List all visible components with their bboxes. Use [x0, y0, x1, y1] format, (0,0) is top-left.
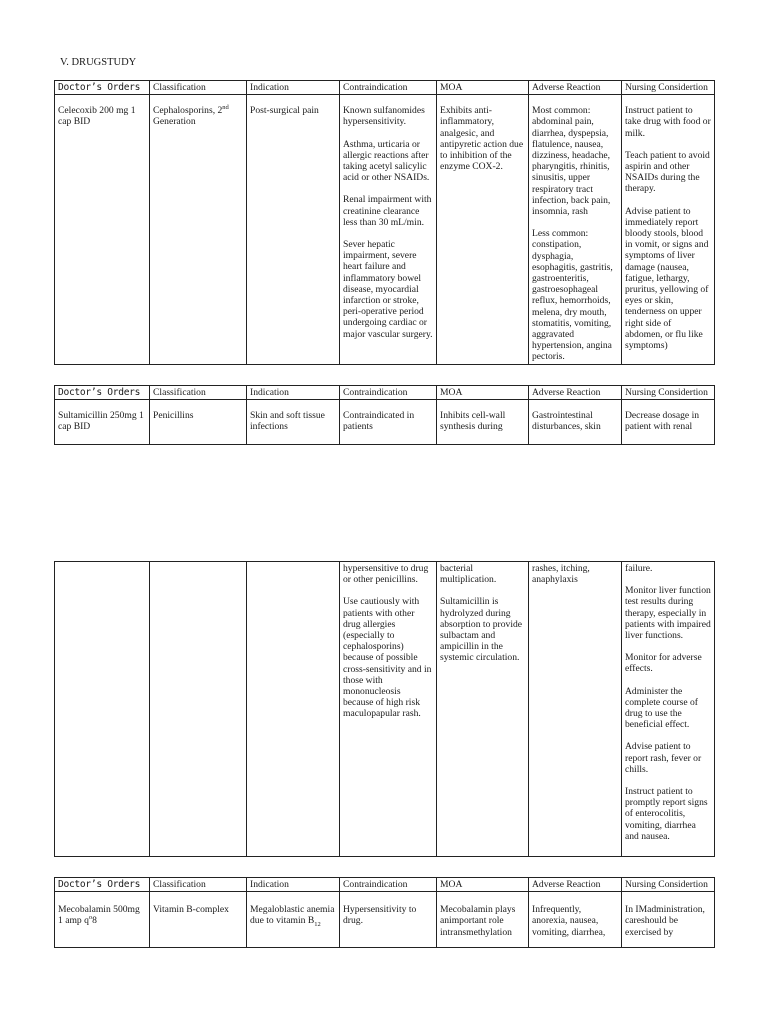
paragraph: Sultamicillin is hydrolyzed during absorption to provide sulbactam and ampicillin in the systemic circulation. [440, 596, 523, 664]
cell-adverse-reaction: Gastrointestinal disturbances, skin [529, 400, 622, 445]
header-nursing-consideration: Nursing Considertion [622, 386, 715, 400]
table-row [55, 562, 715, 857]
cell-classification: Penicillins [150, 400, 247, 445]
cell-contraindication [340, 562, 437, 857]
cell-orders [55, 892, 150, 948]
header-doctors-orders: Doctor’s Orders [55, 386, 150, 400]
orders-text: Mecobalamin 500mg 1 amp q [58, 904, 140, 927]
cell-nursing-consideration: Decrease dosage in patient with renal [622, 400, 715, 445]
header-classification: Classification [150, 878, 247, 892]
paragraph: Most common: abdominal pain, diarrhea, dyspepsia, flatulence, nausea, dizziness, headache, pharyngitis, rhinitis, sinusitis, upper respiratory tract infection, back pain, insomnia, rash [532, 105, 611, 218]
cell-moa: Inhibits cell-wall synthesis during [437, 400, 529, 445]
classification-text-2: Generation [153, 116, 196, 128]
paragraph: Asthma, urticaria or allergic reactions after taking acetyl salicylic acid or other NSAIDs. [343, 138, 430, 184]
paragraph: Renal impairment with creatinine clearance less than 30 mL/min. [343, 194, 432, 228]
header-classification: Classification [150, 386, 247, 400]
cell-contraindication: Contraindicated in patients [340, 400, 437, 445]
paragraph: Administer the complete course of drug to use the beneficial effect. [625, 685, 698, 731]
cell-contraindication: Hypersensitivity to drug. [340, 892, 437, 948]
header-indication: Indication [247, 386, 340, 400]
drug-table-sultamicillin [54, 385, 715, 445]
cell-moa [437, 562, 529, 857]
cell-nursing-consideration [622, 562, 715, 857]
paragraph: failure. [625, 563, 653, 574]
table-row [55, 892, 715, 948]
paragraph: hypersensitive to drug or other penicillins. [343, 563, 429, 586]
drug-table-celecoxib [54, 80, 715, 365]
cell-moa: Exhibits anti-inflammatory, analgesic, and antipyretic action due to inhibition of the enzyme COX-2. [437, 95, 529, 364]
orders-text-2: 8 [92, 915, 97, 927]
header-contraindication: Contraindication [340, 81, 437, 95]
header-adverse-reaction: Adverse Reaction [529, 386, 622, 400]
header-nursing-consideration: Nursing Considertion [622, 81, 715, 95]
cell-adverse-reaction: Infrequently, anorexia, nausea, vomiting, diarrhea, [529, 892, 622, 948]
paragraph: Use cautiously with patients with other drug allergies (especially to cephalosporins) because of possible cross-sensitivity and in those with mononucleosis because of high risk maculopapular rash. [343, 596, 432, 720]
header-adverse-reaction: Adverse Reaction [529, 878, 622, 892]
header-classification: Classification [150, 81, 247, 95]
cell-orders: Sultamicillin 250mg 1 cap BID [55, 400, 150, 445]
cell-indication: Skin and soft tissue infections [247, 400, 340, 445]
paragraph: Monitor liver function test results during therapy, especially in patients with impaired liver functions. [625, 585, 711, 642]
drug-table-mecobalamin [54, 877, 715, 948]
cell-nursing-consideration: In IMadministration, careshould be exercised by [622, 892, 715, 948]
cell-contraindication [340, 95, 437, 364]
drug-table-sultamicillin-continued [54, 561, 715, 857]
table-row [55, 400, 715, 445]
paragraph: Instruct patient to take drug with food or milk. [625, 105, 711, 139]
paragraph: Teach patient to avoid aspirin and other NSAIDs during the therapy. [625, 149, 710, 195]
cell-orders-empty [55, 562, 150, 857]
cell-moa: Mecobalamin plays animportant role intransmethylation [437, 892, 529, 948]
orders-superscript: o [88, 914, 93, 922]
header-indication: Indication [247, 81, 340, 95]
cell-classification: Vitamin B-complex [150, 892, 247, 948]
header-moa: MOA [437, 81, 529, 95]
header-moa: MOA [437, 386, 529, 400]
table-row [55, 95, 715, 364]
cell-orders: Celecoxib 200 mg 1 cap BID [55, 95, 150, 364]
header-indication: Indication [247, 878, 340, 892]
paragraph: Known sulfanomides hypersensitivity. [343, 105, 425, 128]
header-contraindication: Contraindication [340, 386, 437, 400]
header-contraindication: Contraindication [340, 878, 437, 892]
table-header-row [55, 878, 715, 892]
header-moa: MOA [437, 878, 529, 892]
table-header-row [55, 81, 715, 95]
cell-indication [247, 892, 340, 948]
table-header-row [55, 386, 715, 400]
paragraph: Instruct patient to promptly report signs of enterocolitis, vomiting, diarrhea and nausea. [625, 786, 708, 842]
cell-adverse-reaction [529, 95, 622, 364]
section-heading: V. DRUGSTUDY [60, 57, 137, 68]
cell-classification-empty [150, 562, 247, 857]
paragraph: Monitor for adverse effects. [625, 652, 702, 675]
cell-nursing-consideration [622, 95, 715, 364]
header-nursing-consideration: Nursing Considertion [622, 878, 715, 892]
header-doctors-orders: Doctor’s Orders [55, 81, 150, 95]
cell-indication-empty [247, 562, 340, 857]
paragraph: Advise patient to report rash, fever or chills. [625, 741, 702, 775]
classification-superscript: nd [222, 104, 229, 112]
classification-text: Cephalosporins, 2 [153, 105, 223, 117]
indication-text: Megaloblastic anemia due to vitamin B [250, 904, 335, 927]
paragraph: bacterial multiplication. [440, 563, 497, 586]
cell-adverse-reaction: rashes, itching, anaphylaxis [529, 562, 622, 857]
paragraph: Sever hepatic impairment, severe heart failure and inflammatory bowel disease, myocardial infarction or stroke, peri-operative period undergoing cardiac or major vascular surgery. [343, 239, 433, 340]
cell-indication: Post-surgical pain [247, 95, 340, 364]
indication-subscript: 12 [314, 921, 321, 929]
header-adverse-reaction: Adverse Reaction [529, 81, 622, 95]
paragraph: Less common: constipation, dysphagia, esophagitis, gastritis, gastroenteritis, gastroesophageal reflux, hemorrhoids, melena, dry mouth, stomatitis, vomiting, aggravated hypertension, angina pectoris. [532, 228, 613, 363]
cell-classification [150, 95, 247, 364]
paragraph: Advise patient to immediately report bloody stools, blood in vomit, or signs and symptoms of liver damage (nausea, fatigue, lethargy, pruritus, yellowing of eyes or skin, tenderness on upper right side of abdomen, or flu like symptoms) [625, 205, 709, 352]
header-doctors-orders: Doctor’s Orders [55, 878, 150, 892]
